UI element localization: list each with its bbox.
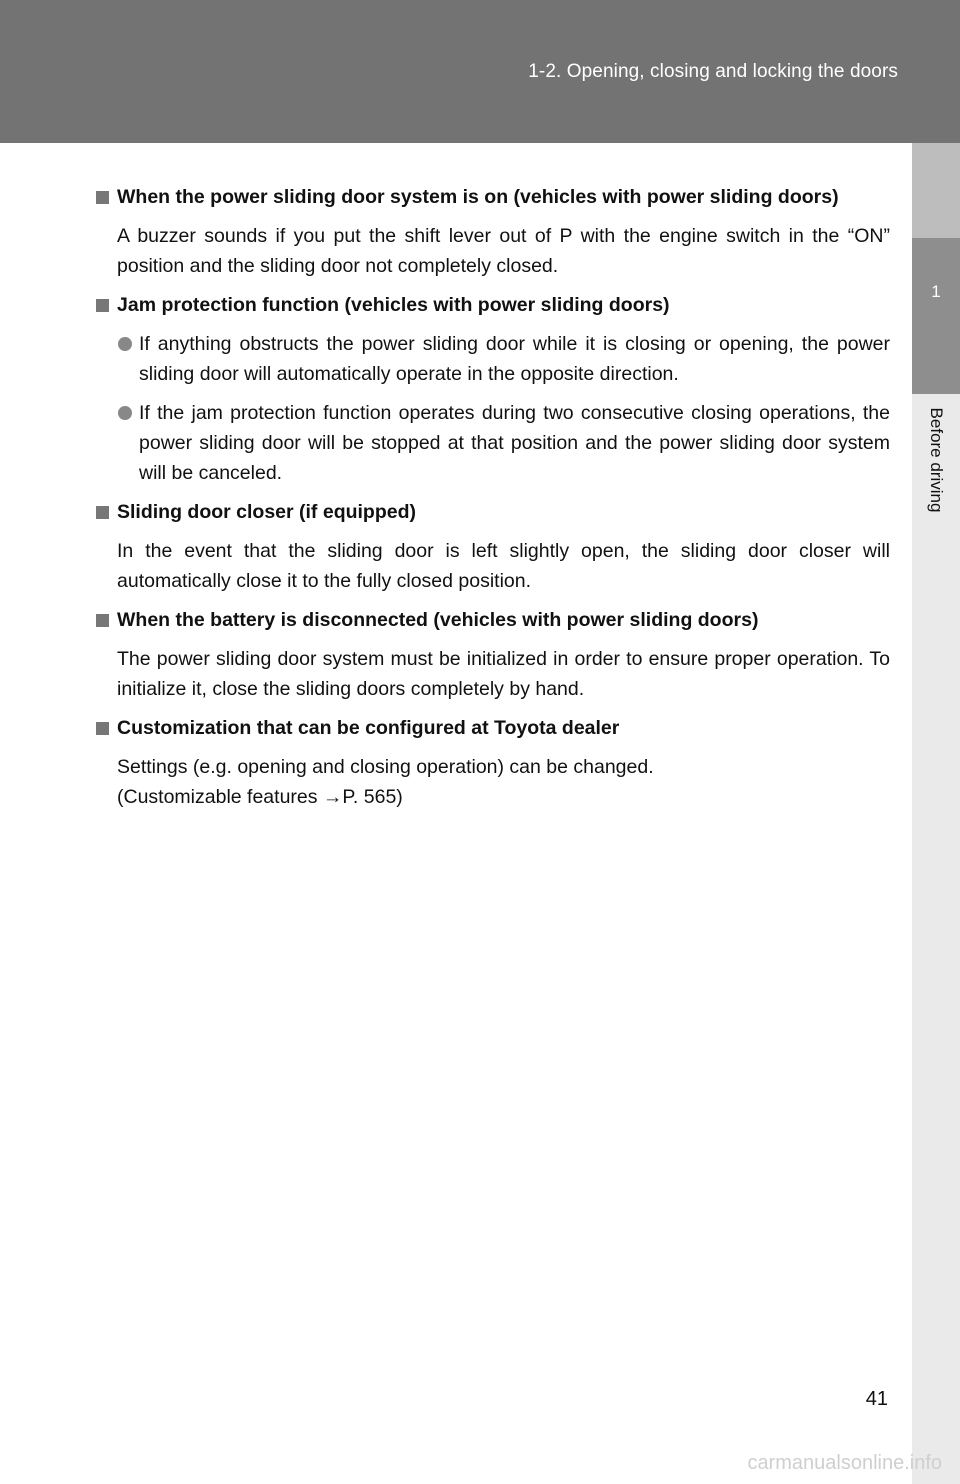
heading-text: When the power sliding door system is on (vehicles with power sliding doors) [117, 186, 839, 208]
circle-bullet-icon [118, 406, 132, 420]
side-tab-chapter-marker [912, 238, 960, 394]
square-bullet-icon [96, 722, 109, 735]
section-heading [96, 290, 890, 320]
square-bullet-icon [96, 614, 109, 627]
bullet-item [96, 398, 890, 488]
watermark: carmanualsonline.info [747, 1452, 942, 1474]
page-number: 41 [865, 1388, 888, 1410]
section-paragraph: The power sliding door system must be initialized in order to ensure proper operation. To initialize it, close the sliding doors completely by hand. [117, 648, 890, 700]
page-content [96, 182, 890, 812]
square-bullet-icon [96, 506, 109, 519]
section-paragraph: Settings (e.g. opening and closing operation) can be changed. [117, 756, 654, 778]
section-heading [96, 713, 890, 743]
section-heading [96, 497, 890, 527]
chapter-number: 1 [931, 282, 941, 301]
section-heading [96, 182, 890, 212]
circle-bullet-icon [118, 337, 132, 351]
heading-text: Sliding door closer (if equipped) [117, 501, 417, 523]
section-paragraph: In the event that the sliding door is left slightly open, the sliding door closer will automatically close it to the fully closed position. [117, 540, 890, 592]
bullet-text: If the jam protection function operates during two consecutive closing operations, the power sliding door will be stopped at that position and the power sliding door system will be canceled. [139, 402, 890, 484]
heading-text: Jam protection function (vehicles with power sliding doors) [117, 294, 670, 316]
square-bullet-icon [96, 191, 109, 204]
chapter-label: Before driving [927, 407, 946, 513]
square-bullet-icon [96, 299, 109, 312]
section-title: 1-2. Opening, closing and locking the doors [528, 61, 898, 82]
section-heading [96, 605, 890, 635]
bullet-item [96, 329, 890, 389]
heading-text: When the battery is disconnected (vehicles with power sliding doors) [117, 609, 759, 631]
heading-text: Customization that can be configured at Toyota dealer [117, 717, 620, 739]
bullet-text: If anything obstructs the power sliding door while it is closing or opening, the power sliding door will automatically operate in the opposite direction. [139, 333, 890, 385]
section-paragraph: A buzzer sounds if you put the shift lever out of P with the engine switch in the “ON” position and the sliding door not completely closed. [117, 225, 890, 277]
cross-reference: (Customizable features →P. 565) [117, 786, 403, 808]
